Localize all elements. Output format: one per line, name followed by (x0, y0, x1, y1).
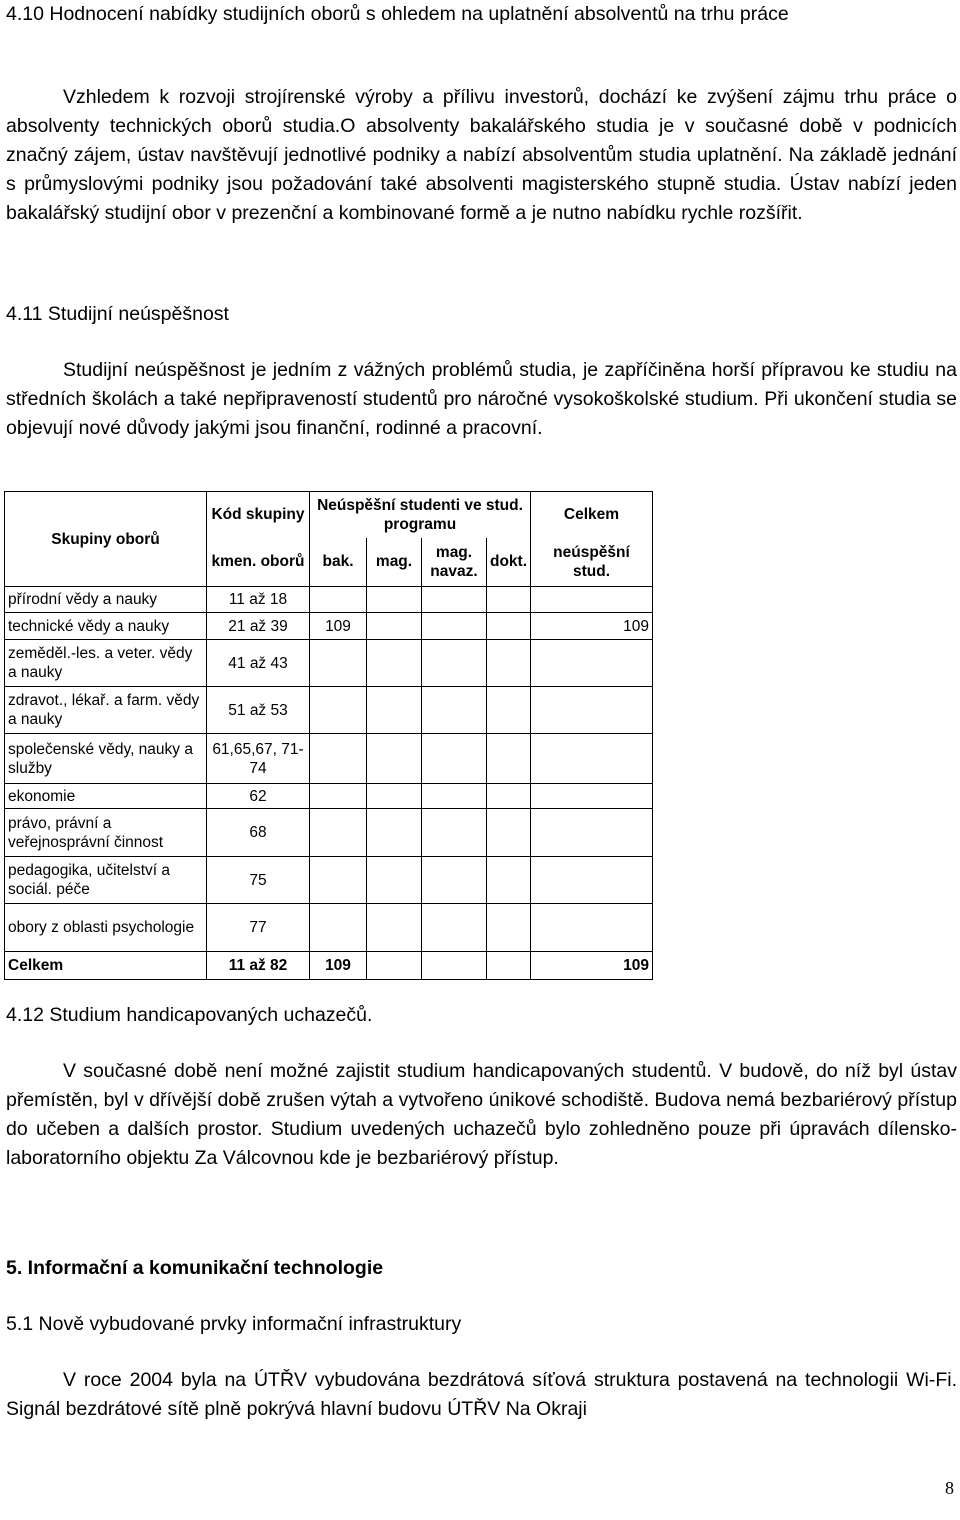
row-mag-navaz (422, 857, 487, 904)
section-5-1-heading: 5.1 Nově vybudované prvky informační infrastruktury (6, 1313, 462, 1335)
row-mag-navaz (422, 613, 487, 640)
row-mag (367, 784, 422, 809)
table-row (5, 857, 653, 904)
col-header-dokt: dokt. (487, 538, 531, 587)
col-header-total-top: Celkem (531, 492, 653, 538)
page-number: 8 (945, 1478, 954, 1498)
row-dokt (487, 687, 531, 734)
row-code: 11 až 18 (207, 587, 310, 613)
row-name: pedagogika, učitelství a sociál. péče (5, 857, 207, 904)
row-dokt (487, 613, 531, 640)
row-mag (367, 587, 422, 613)
total-row-mag-navaz (422, 952, 487, 980)
row-dokt (487, 784, 531, 809)
total-row-total: 109 (531, 952, 653, 980)
table-row (5, 784, 653, 809)
row-bak: 109 (310, 613, 367, 640)
row-code: 61,65,67, 71-74 (207, 734, 310, 784)
row-mag-navaz (422, 904, 487, 952)
row-mag (367, 857, 422, 904)
row-mag (367, 734, 422, 784)
row-dokt (487, 587, 531, 613)
row-total (531, 640, 653, 687)
row-name: právo, právní a veřejnosprávní činnost (5, 809, 207, 857)
row-code: 75 (207, 857, 310, 904)
row-total (531, 587, 653, 613)
row-mag-navaz (422, 784, 487, 809)
section-4-10-paragraph: Vzhledem k rozvoji strojírenské výroby a přílivu investorů, dochází ke zvýšení zájmu trhu práce o absolventy technických oborů studia.O absolventy bakalářského studia je v současné době v podnicích značný zájem, ústav navštěvují jednotlivé podniky a nabízí absolventům studia uplatnění. Na základě jednání s průmyslovými podniky jsou požadování také absolventi magisterského stupně studia. Ústav nabízí jeden bakalářský studijní obor v prezenční a kombinované formě a je nutno nabídku rychle rozšířit. (6, 86, 957, 224)
col-header-code-bottom: kmen. oborů (207, 538, 310, 587)
row-dokt (487, 734, 531, 784)
row-name: zeměděl.-les. a veter. vědy a nauky (5, 640, 207, 687)
row-code: 41 až 43 (207, 640, 310, 687)
row-total (531, 904, 653, 952)
row-bak (310, 734, 367, 784)
section-4-12-heading: 4.12 Studium handicapovaných uchazečů. (6, 1004, 373, 1026)
row-total (531, 809, 653, 857)
row-mag (367, 687, 422, 734)
col-header-mag: mag. (367, 538, 422, 587)
col-header-bak: bak. (310, 538, 367, 587)
row-dokt (487, 640, 531, 687)
table-row (5, 904, 653, 952)
row-code: 77 (207, 904, 310, 952)
row-code: 62 (207, 784, 310, 809)
failure-table (4, 491, 653, 980)
row-dokt (487, 857, 531, 904)
row-dokt (487, 904, 531, 952)
row-bak (310, 809, 367, 857)
table-row (5, 613, 653, 640)
row-mag (367, 640, 422, 687)
row-mag (367, 613, 422, 640)
row-total: 109 (531, 613, 653, 640)
total-row-bak: 109 (310, 952, 367, 980)
row-bak (310, 687, 367, 734)
row-total (531, 734, 653, 784)
row-mag (367, 904, 422, 952)
table-row (5, 734, 653, 784)
row-name: přírodní vědy a nauky (5, 587, 207, 613)
row-mag-navaz (422, 640, 487, 687)
section-4-10-heading: 4.10 Hodnocení nabídky studijních oborů s ohledem na uplatnění absolventů na trhu práce (6, 3, 789, 25)
row-mag-navaz (422, 734, 487, 784)
row-code: 51 až 53 (207, 687, 310, 734)
row-mag-navaz (422, 809, 487, 857)
row-code: 21 až 39 (207, 613, 310, 640)
row-total (531, 857, 653, 904)
total-row-code: 11 až 82 (207, 952, 310, 980)
total-row-dokt (487, 952, 531, 980)
row-code: 68 (207, 809, 310, 857)
row-name: obory z oblasti psychologie (5, 904, 207, 952)
total-row-mag (367, 952, 422, 980)
row-total (531, 784, 653, 809)
row-bak (310, 857, 367, 904)
col-header-code-top: Kód skupiny (207, 492, 310, 538)
row-name: ekonomie (5, 784, 207, 809)
row-bak (310, 587, 367, 613)
section-4-11-heading: 4.11 Studijní neúspěšnost (6, 303, 229, 325)
row-name: technické vědy a nauky (5, 613, 207, 640)
table-row (5, 687, 653, 734)
section-4-11-paragraph: Studijní neúspěšnost je jedním z vážných problémů studia, je zapříčiněna horší přípravou ke studiu na středních školách a také nepřipraveností studentů pro náročné vysokoškolské studium. Při ukončení studia se objevují nové důvody jakými jsou finanční, rodinné a pracovní. (6, 359, 957, 439)
row-bak (310, 784, 367, 809)
table-row (5, 587, 653, 613)
row-mag-navaz (422, 687, 487, 734)
row-name: společenské vědy, nauky a služby (5, 734, 207, 784)
row-bak (310, 640, 367, 687)
row-name: zdravot., lékař. a farm. vědy a nauky (5, 687, 207, 734)
row-mag (367, 809, 422, 857)
total-row-name: Celkem (5, 952, 207, 980)
table-row (5, 809, 653, 857)
col-header-total-bottom: neúspěšní stud. (531, 538, 653, 587)
col-header-failed-students: Neúspěšní studenti ve stud. programu (310, 492, 531, 538)
table-row (5, 640, 653, 687)
section-4-12-paragraph: V současné době není možné zajistit studium handicapovaných studentů. V budově, do níž byl ústav přemístěn, byl v dřívější době zrušen výtah a vytvořeno únikové schodiště. Budova nemá bezbariérový přístup do učeben a dalších prostor. Studium uvedených uchazečů bylo zohledněno pouze při úpravách dílensko-laboratorního objektu Za Válcovnou kde je bezbariérový přístup. (6, 1060, 957, 1169)
section-5-1-paragraph: V roce 2004 byla na ÚTŘV vybudována bezdrátová síťová struktura postavená na technologii Wi-Fi. Signál bezdrátové sítě plně pokrývá hlavní budovu ÚTŘV Na Okraji (6, 1369, 957, 1420)
col-header-group: Skupiny oborů (5, 492, 207, 587)
row-bak (310, 904, 367, 952)
row-dokt (487, 809, 531, 857)
table-total-row (5, 952, 653, 980)
row-total (531, 687, 653, 734)
row-mag-navaz (422, 587, 487, 613)
section-5-heading: 5. Informační a komunikační technologie (6, 1257, 384, 1279)
col-header-mag-navaz: mag. navaz. (422, 538, 487, 587)
